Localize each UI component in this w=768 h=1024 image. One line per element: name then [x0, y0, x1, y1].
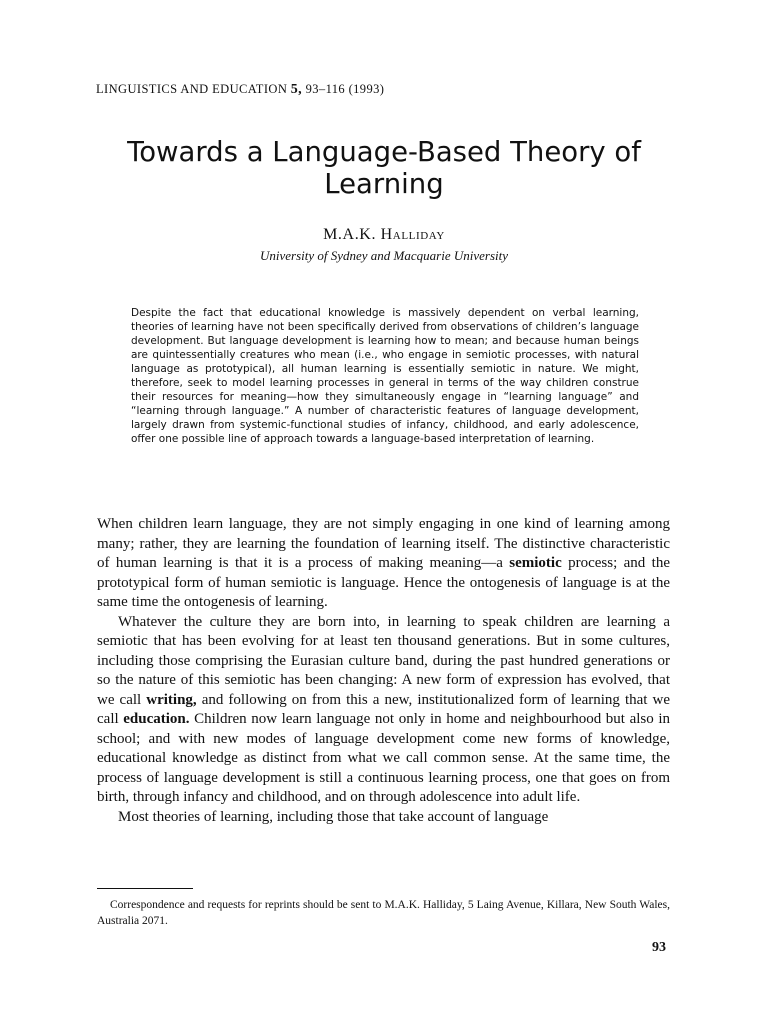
journal-name: LINGUISTICS AND EDUCATION	[96, 82, 288, 96]
term-writing: writing,	[146, 691, 197, 708]
author-name: M.A.K. Halliday	[323, 226, 445, 243]
body-paragraph-3: Most theories of learning, including those that take account of language	[118, 808, 549, 825]
abstract: Despite the fact that educational knowledge is massively dependent on verbal learning, theories of learning have not been specifically derived from observations of children’s language development. But language development is learning how to mean; and because human beings are quintessentially creatures who mean (i.e., who engage in semiotic processes, with natural language as prototypical), all human learning is essentially semiotic in nature. We might, therefore, seek to model learning processes in general in terms of the way children construe their resources for meaning—how they simultaneously engage in “learning language” and “learning through language.” A number of characteristic features of language development, largely drawn from systemic-functional studies of infancy, childhood, and early adolescence, offer one possible line of approach towards a language-based interpretation of learning.	[131, 307, 639, 445]
journal-volume: 5,	[290, 82, 303, 97]
article-author	[84, 226, 684, 244]
paragraph-text: process; and the prototypical form of human semiotic is language. Hence the ontogenesis of language is at the same time the ontogenesis of learning.	[97, 555, 670, 610]
term-education: education.	[123, 711, 190, 727]
term-semiotic: semiotic	[509, 555, 562, 571]
journal-header	[96, 82, 656, 98]
paragraph-text: Whatever the culture they are born into, in learning to speak children are learning a semiotic that has been evolving for at least ten thousand generations. But in some cultures, including those comprising the Eurasian culture band, during the past hundred generations or so the nature of this semiotic has been changing: A new form of expression has evolved, that we call	[97, 613, 670, 708]
paragraph-text: and following on from this a new, institutionalized form of learning that we call	[97, 691, 670, 727]
journal-pages-year: 93–116 (1993)	[305, 82, 385, 96]
paragraph-text: Children now learn language not only in home and neighbourhood but also in school; and with new modes of language development come new forms of knowledge, educational knowledge as distinct from what we call common sense. At the same time, the process of language development is still a continuous learning process, one that goes on from birth, through infancy and childhood, and on through adolescence into adult life.	[97, 711, 670, 805]
paragraph-text: When children learn language, they are not simply engaging in one kind of learning among many; rather, they are learning the foundation of learning itself. The distinctive characteristic of human learning is that it is a process of making meaning—a	[97, 516, 670, 571]
article-title: Towards a Language-Based Theory of Learning	[127, 136, 641, 200]
footnote-divider	[97, 888, 193, 889]
page-number: 93	[652, 940, 666, 955]
author-affiliation: University of Sydney and Macquarie University	[259, 248, 508, 263]
body-text	[97, 515, 670, 827]
body-paragraph-1	[97, 515, 670, 613]
body-paragraph-2	[97, 613, 670, 808]
footnote: Correspondence and requests for reprints should be sent to M.A.K. Halliday, 5 Laing Avenue, Killara, New South Wales, Australia 2071.	[97, 899, 670, 927]
